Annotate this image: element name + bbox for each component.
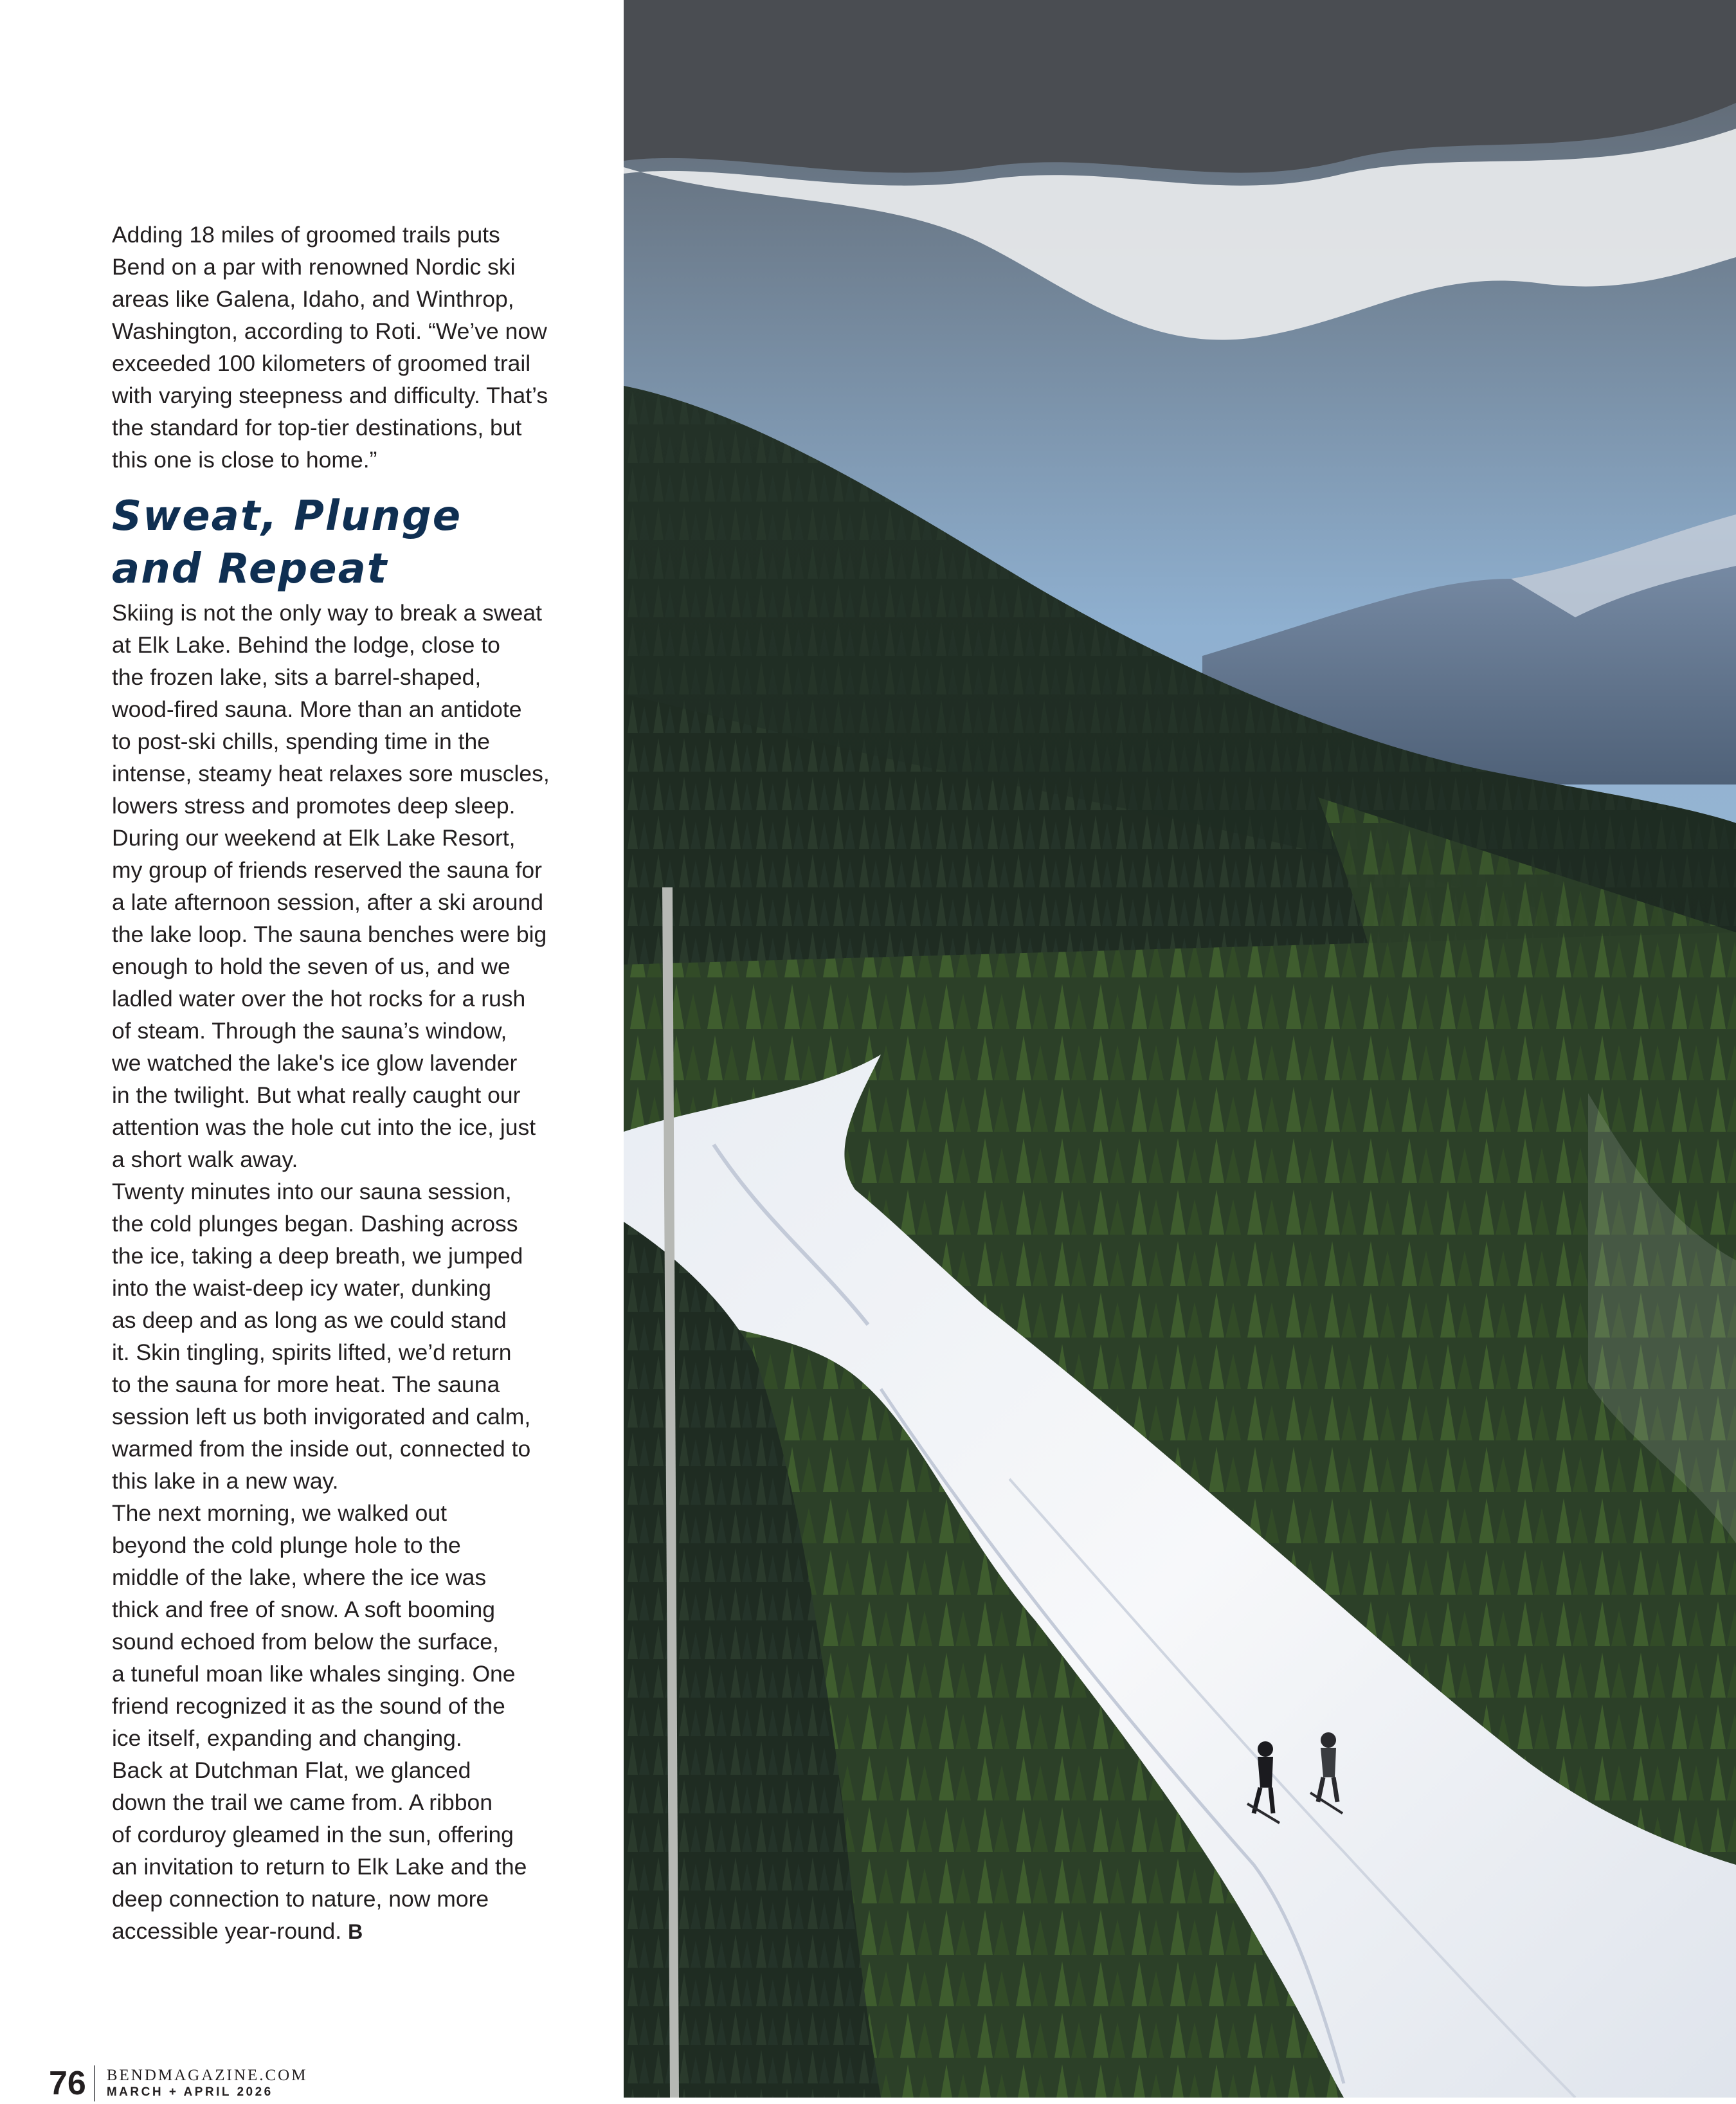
footer-text — [107, 2067, 308, 2100]
body-paragraph-1: Skiing is not the only way to break a sweat at Elk Lake. Behind the lodge, close to the frozen lake, sits a barrel-shaped, wood-fired sauna. More than an antidote to post-ski chills, spending time in the intense, steamy heat relaxes sore muscles, lowers stress and promotes deep sleep. — [112, 600, 550, 819]
body-paragraph-5-text: Back at Dutchman Flat, we glanced down the trail we came from. A ribbon of corduroy gleamed in the sun, offering an invitation to return to Elk Lake and the deep connection to nature, now more accessible year-round. — [112, 1757, 527, 1944]
site-name: BENDMAGAZINE.COM — [106, 2067, 308, 2084]
footer-divider — [94, 2065, 95, 2101]
body-paragraph-4: The next morning, we walked out beyond the cold plunge hole to the middle of the lake, where the ice was thick and free of snow. A soft booming sound echoed from below the surface, a tuneful moan like whales singing. One friend recognized it as the sound of the ice itself, expanding and changing. — [112, 1500, 516, 1751]
page-footer — [49, 2063, 307, 2104]
feature-photo — [624, 0, 1736, 2098]
end-mark-logo: B — [348, 1920, 361, 1943]
page-number: 76 — [49, 2065, 86, 2102]
article-column — [112, 219, 588, 1948]
section-heading: Sweat, Plunge and Repeat — [112, 493, 462, 593]
issue-date: MARCH + APRIL 2026 — [106, 2085, 273, 2099]
feature-photo-illustration — [624, 0, 1736, 2098]
body-paragraph-2: During our weekend at Elk Lake Resort, my group of friends reserved the sauna for a late afternoon session, after a ski around the lake loop. The sauna benches were big enough to hold the seven of us, and we ladled water over the hot rocks for a rush of steam. Through the sauna’s window, we watched the lake's ice glow lavender in the twilight. But what really caught our attention was the hole cut into the ice, just a short walk away. — [112, 825, 547, 1172]
intro-paragraph: Adding 18 miles of groomed trails puts Bend on a par with renowned Nordic ski areas like Galena, Idaho, and Winthrop, Washington, according to Roti. “We’ve now exceeded 100 kilometers of groomed trail with varying steepness and difficulty. That’s the standard for top-tier destinations, but this one is close to home.” — [112, 222, 548, 473]
body-paragraph-5 — [112, 1754, 588, 1948]
body-paragraph-3: Twenty minutes into our sauna session, the cold plunges began. Dashing across the ice, taking a deep breath, we jumped into the waist-deep icy water, dunking as deep and as long as we could stand it. Skin tingling, spirits lifted, we’d return to the sauna for more heat. The sauna session left us both invigorated and calm, warmed from the inside out, connected to this lake in a new way. — [112, 1179, 531, 1494]
